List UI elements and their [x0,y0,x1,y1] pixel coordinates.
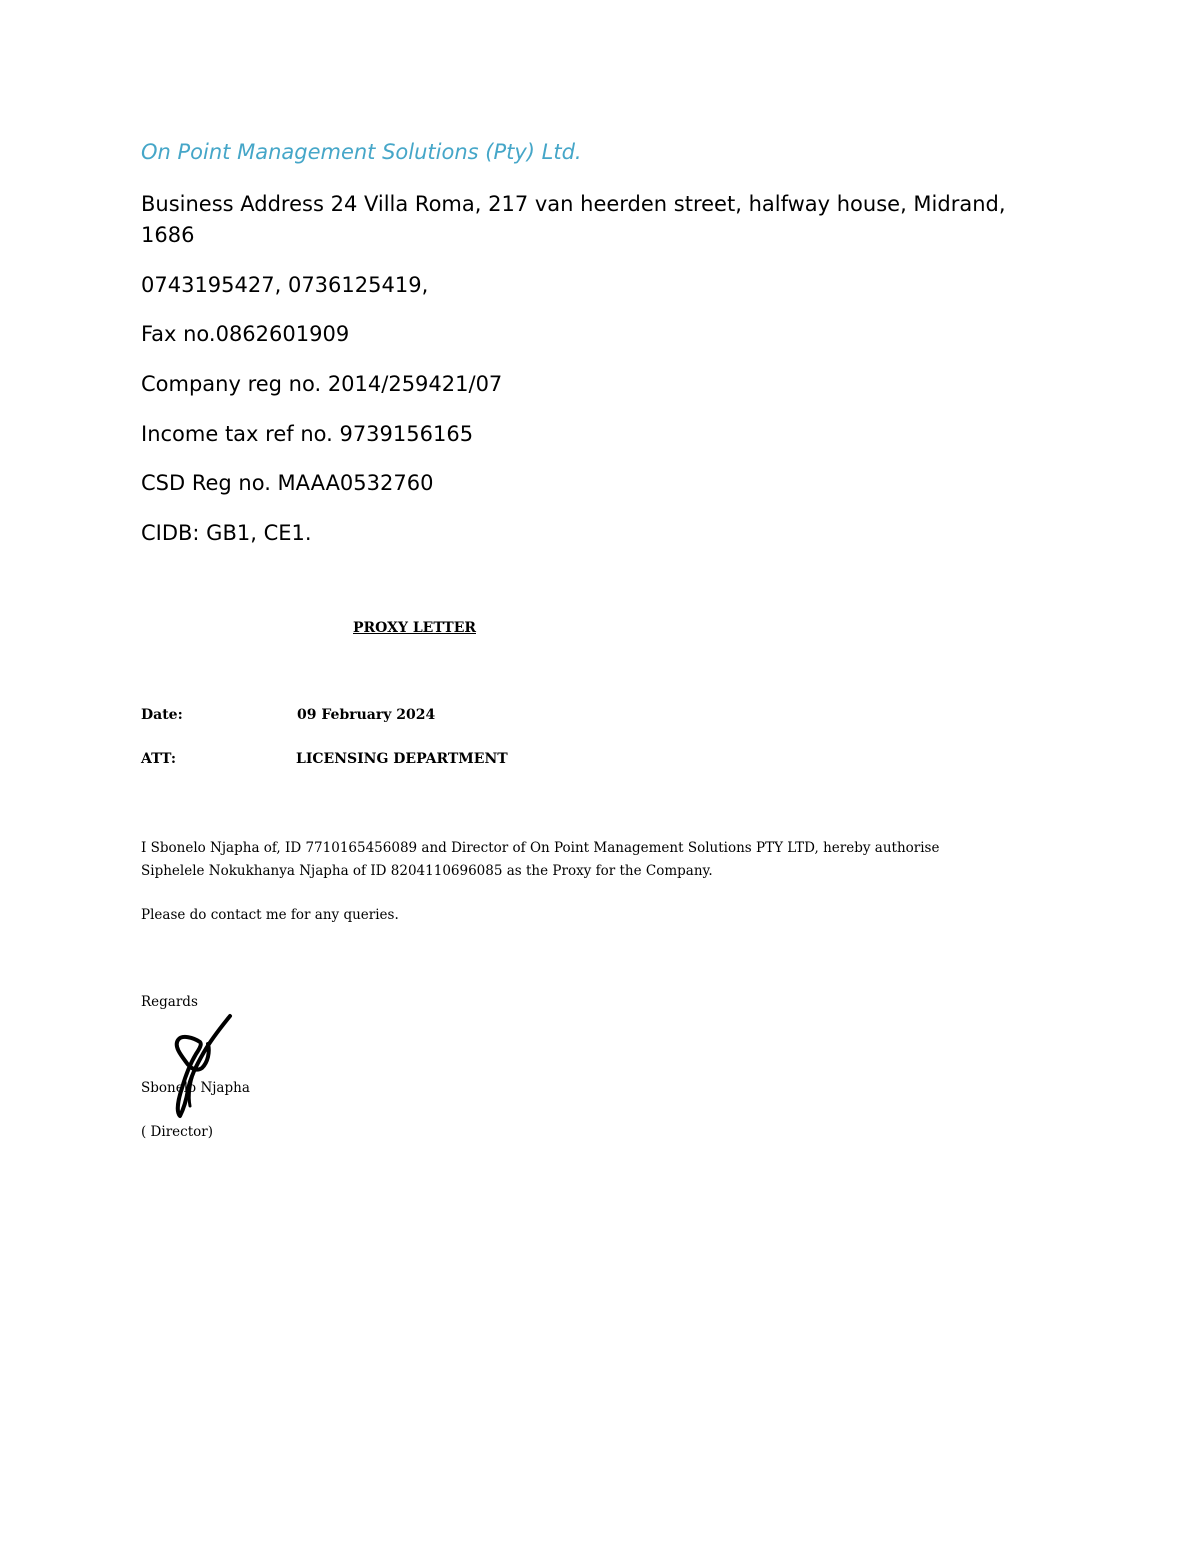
signatory-name: Sbonelo Njapha [141,1080,250,1096]
business-address [141,189,1061,251]
signatory-title: ( Director) [141,1124,213,1140]
csd-reg-number: CSD Reg no. MAAA0532760 [141,471,434,495]
date-label: Date: [141,707,183,723]
body-line-2: Siphelele Nokukhanya Njapha of ID 8204110696085 as the Proxy for the Company. [141,863,713,879]
company-reg-number: Company reg no. 2014/259421/07 [141,372,503,396]
date-value: 09 February 2024 [297,707,436,723]
letter-title: PROXY LETTER [353,620,476,636]
contact-line: Please do contact me for any queries. [141,907,399,923]
address-line-1: Business Address 24 Villa Roma, 217 van heerden street, halfway house, Midrand, [141,192,1006,216]
fax-number: Fax no.0862601909 [141,322,350,346]
handwritten-signature [160,1012,240,1120]
att-value: LICENSING DEPARTMENT [296,751,508,767]
address-line-2: 1686 [141,223,195,247]
att-label: ATT: [141,751,177,767]
phone-numbers: 0743195427, 0736125419, [141,273,429,297]
closing-regards: Regards [141,994,198,1010]
income-tax-ref: Income tax ref no. 9739156165 [141,422,474,446]
company-name: On Point Management Solutions (Pty) Ltd. [141,140,582,164]
body-line-1: I Sbonelo Njapha of, ID 7710165456089 and Director of On Point Management Solutions PTY LTD, hereby authorise [141,840,940,856]
letter-body [141,837,1041,883]
cidb-grading: CIDB: GB1, CE1. [141,521,312,545]
